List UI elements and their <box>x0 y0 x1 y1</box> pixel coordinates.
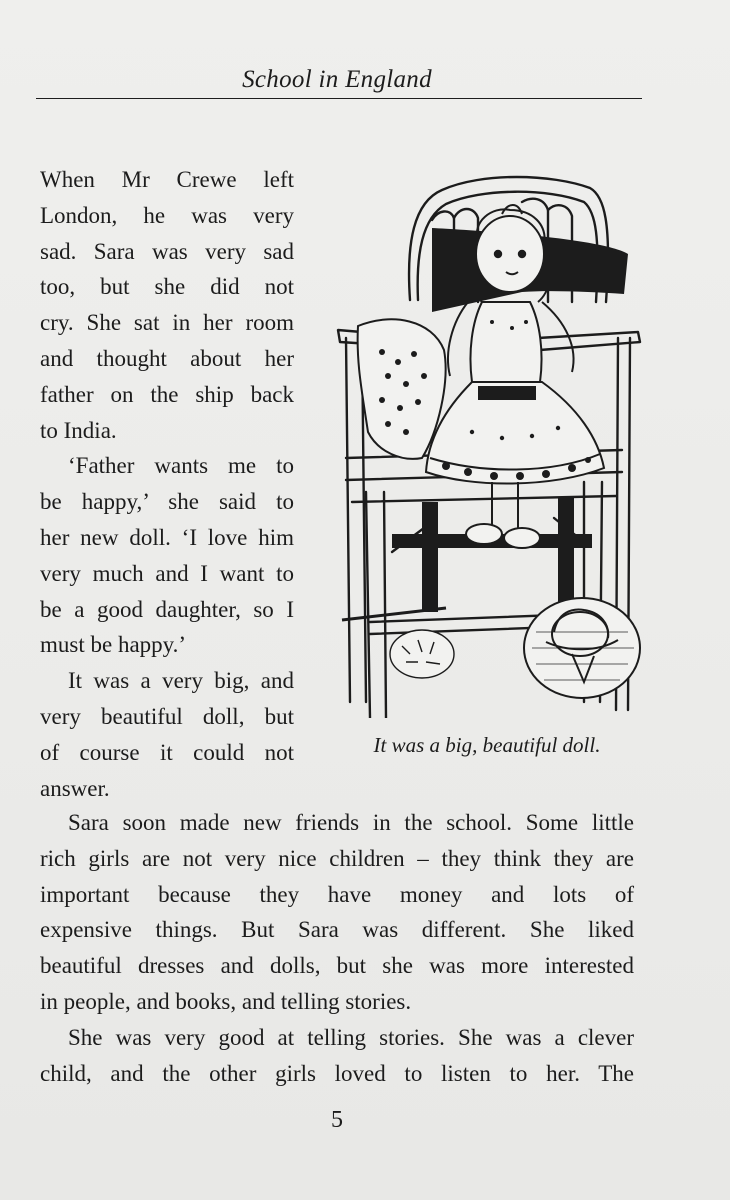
column-text <box>40 162 294 806</box>
text-line: It was a very big, and <box>68 668 294 694</box>
text-line: London, he was very <box>40 202 294 228</box>
text-line: She was very good at telling stories. She was a clever <box>68 1024 634 1050</box>
text-line: be a good daughter, so I <box>40 596 294 622</box>
text-line: be happy,’ she said to <box>40 489 294 515</box>
text-line: must be happy.’ <box>40 632 187 658</box>
text-line: expensive things. But Sara was different. She liked <box>40 917 634 943</box>
text-line: in people, and books, and telling stories. <box>40 988 412 1014</box>
full-width-text <box>40 805 634 1091</box>
header-rule <box>36 98 642 99</box>
text-line: very beautiful doll, but <box>40 703 294 729</box>
text-line: cry. She sat in her room <box>40 310 294 336</box>
text-line: too, but she did not <box>40 274 294 300</box>
doll-on-chair-illustration <box>322 162 652 718</box>
text-line: Sara soon made new friends in the school. Some little <box>68 810 634 835</box>
text-line: father on the ship back <box>40 381 294 407</box>
text-line: sad. Sara was very sad <box>40 238 294 264</box>
text-line: When Mr Crewe left <box>40 167 294 192</box>
text-line: of course it could not <box>40 739 294 765</box>
text-line: child, and the other girls loved to listen to her. The <box>40 1060 634 1086</box>
text-line: and thought about her <box>40 345 294 371</box>
text-line: answer. <box>40 775 110 801</box>
illustration-caption: It was a big, beautiful doll. <box>373 733 601 757</box>
text-line: beautiful dresses and dolls, but she was more interested <box>40 953 634 979</box>
text-line: important because they have money and lots of <box>40 881 634 907</box>
page-number: 5 <box>331 1107 343 1133</box>
text-line: her new doll. ‘I love him <box>40 524 294 550</box>
text-line: ‘Father wants me to <box>68 453 294 479</box>
text-line: very much and I want to <box>40 560 294 586</box>
text-line: to India. <box>40 417 117 443</box>
running-head: School in England <box>242 66 432 93</box>
text-line: rich girls are not very nice children – they think they are <box>40 845 634 871</box>
